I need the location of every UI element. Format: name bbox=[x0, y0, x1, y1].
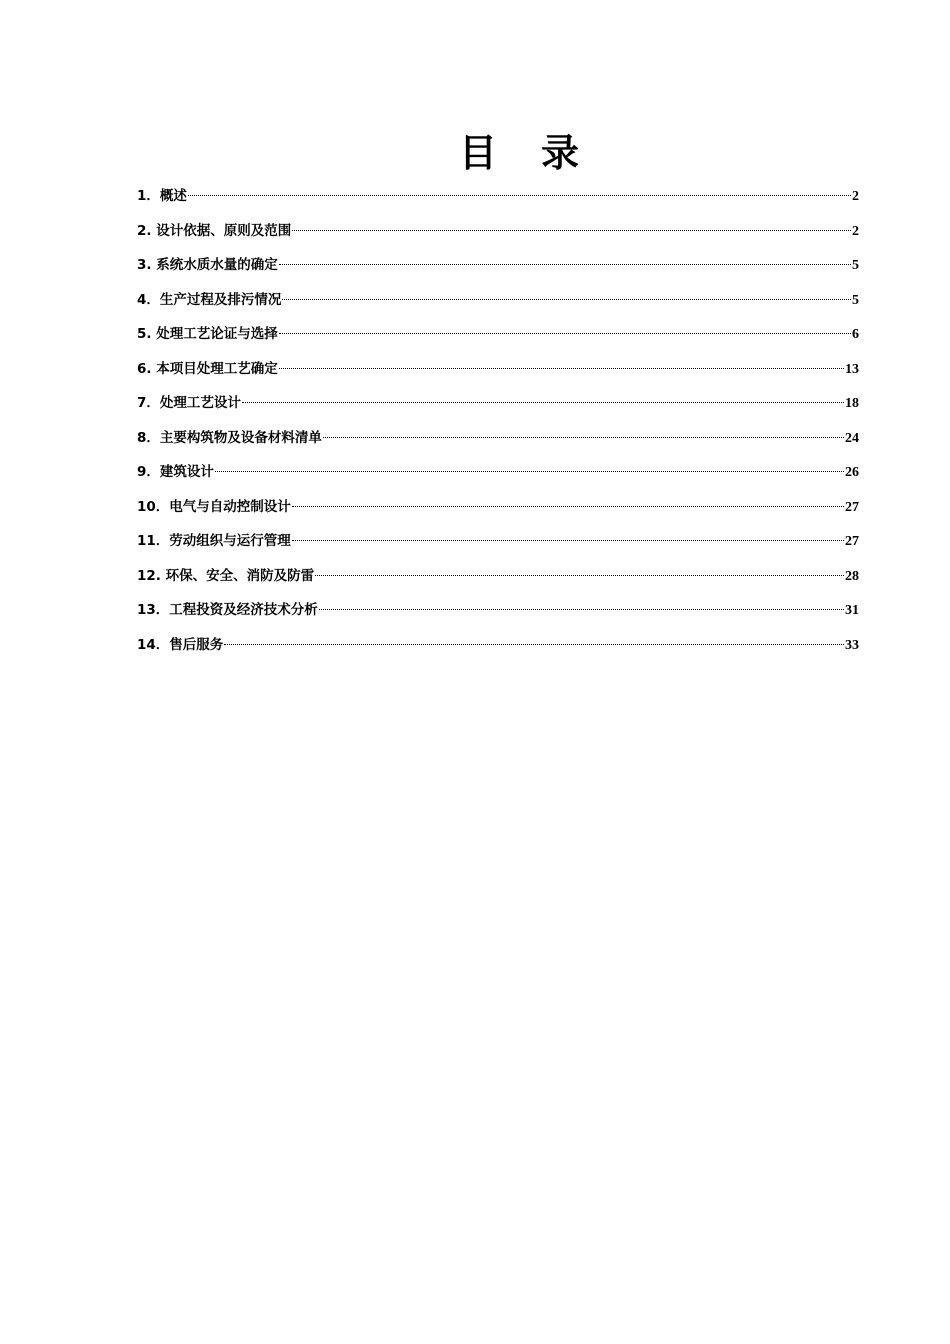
toc-entry-page: 33 bbox=[845, 637, 859, 653]
toc-dot-leader bbox=[279, 264, 851, 265]
toc-entry-label: 8．主要构筑物及设备材料清单 bbox=[137, 429, 322, 446]
toc-entry-page: 2 bbox=[852, 189, 859, 204]
toc-entry-page: 6 bbox=[852, 327, 859, 342]
toc-dot-leader bbox=[224, 644, 844, 645]
toc-entry-page: 18 bbox=[845, 396, 859, 411]
toc-entry-label: 6. 本项目处理工艺确定 bbox=[137, 360, 278, 377]
toc-entry-label: 9．建筑设计 bbox=[137, 464, 214, 480]
toc-dot-leader bbox=[279, 368, 844, 369]
toc-entry[interactable] bbox=[137, 459, 859, 494]
toc-entry-page: 13 bbox=[845, 361, 859, 377]
toc-dot-leader bbox=[188, 195, 851, 196]
toc-entry-label: 11．劳动组织与运行管理 bbox=[137, 533, 291, 549]
toc-entry-label: 14．售后服务 bbox=[137, 636, 224, 653]
toc-dot-leader bbox=[292, 230, 851, 231]
toc-entry[interactable] bbox=[137, 390, 859, 425]
toc-entry[interactable] bbox=[137, 252, 859, 287]
toc-entry-page: 2 bbox=[852, 223, 859, 239]
toc-entry-page: 26 bbox=[845, 465, 859, 480]
toc-dot-leader bbox=[279, 333, 851, 334]
toc-list bbox=[137, 183, 859, 666]
toc-entry[interactable] bbox=[137, 632, 859, 667]
toc-entry-label: 10．电气与自动控制设计 bbox=[137, 498, 291, 515]
toc-dot-leader bbox=[242, 402, 844, 403]
toc-entry[interactable] bbox=[137, 494, 859, 529]
toc-title-first-char: 目 bbox=[458, 131, 499, 175]
toc-entry-label: 4．生产过程及排污情况 bbox=[137, 291, 282, 308]
toc-entry[interactable] bbox=[137, 597, 859, 632]
toc-entry-label: 12. 环保、安全、消防及防雷 bbox=[137, 567, 315, 584]
toc-entry[interactable] bbox=[137, 563, 859, 598]
toc-entry-label: 5. 处理工艺论证与选择 bbox=[137, 326, 278, 342]
toc-entry-page: 27 bbox=[845, 499, 859, 515]
toc-entry-page: 31 bbox=[845, 603, 859, 618]
toc-entry-page: 5 bbox=[852, 292, 859, 308]
toc-title bbox=[0, 128, 950, 178]
toc-dot-leader bbox=[319, 609, 844, 610]
toc-dot-leader bbox=[292, 506, 844, 507]
toc-entry-page: 28 bbox=[845, 568, 859, 584]
toc-dot-leader bbox=[315, 575, 844, 576]
toc-entry[interactable] bbox=[137, 528, 859, 563]
toc-entry[interactable] bbox=[137, 218, 859, 253]
toc-dot-leader bbox=[215, 471, 844, 472]
toc-entry-page: 5 bbox=[852, 258, 859, 273]
toc-entry-label: 1．概述 bbox=[137, 188, 187, 204]
toc-entry[interactable] bbox=[137, 183, 859, 218]
toc-entry[interactable] bbox=[137, 287, 859, 322]
toc-entry[interactable] bbox=[137, 425, 859, 460]
toc-entry[interactable] bbox=[137, 321, 859, 356]
toc-title-second-char: 录 bbox=[541, 131, 582, 175]
toc-dot-leader bbox=[292, 540, 844, 541]
toc-entry-page: 27 bbox=[845, 534, 859, 549]
toc-dot-leader bbox=[282, 299, 851, 300]
toc-dot-leader bbox=[323, 437, 844, 438]
toc-entry-label: 2. 设计依据、原则及范围 bbox=[137, 222, 292, 239]
toc-entry[interactable] bbox=[137, 356, 859, 391]
toc-entry-label: 3. 系统水质水量的确定 bbox=[137, 257, 278, 273]
toc-entry-label: 13．工程投资及经济技术分析 bbox=[137, 602, 318, 618]
toc-entry-page: 24 bbox=[845, 430, 859, 446]
toc-entry-label: 7．处理工艺设计 bbox=[137, 395, 241, 411]
